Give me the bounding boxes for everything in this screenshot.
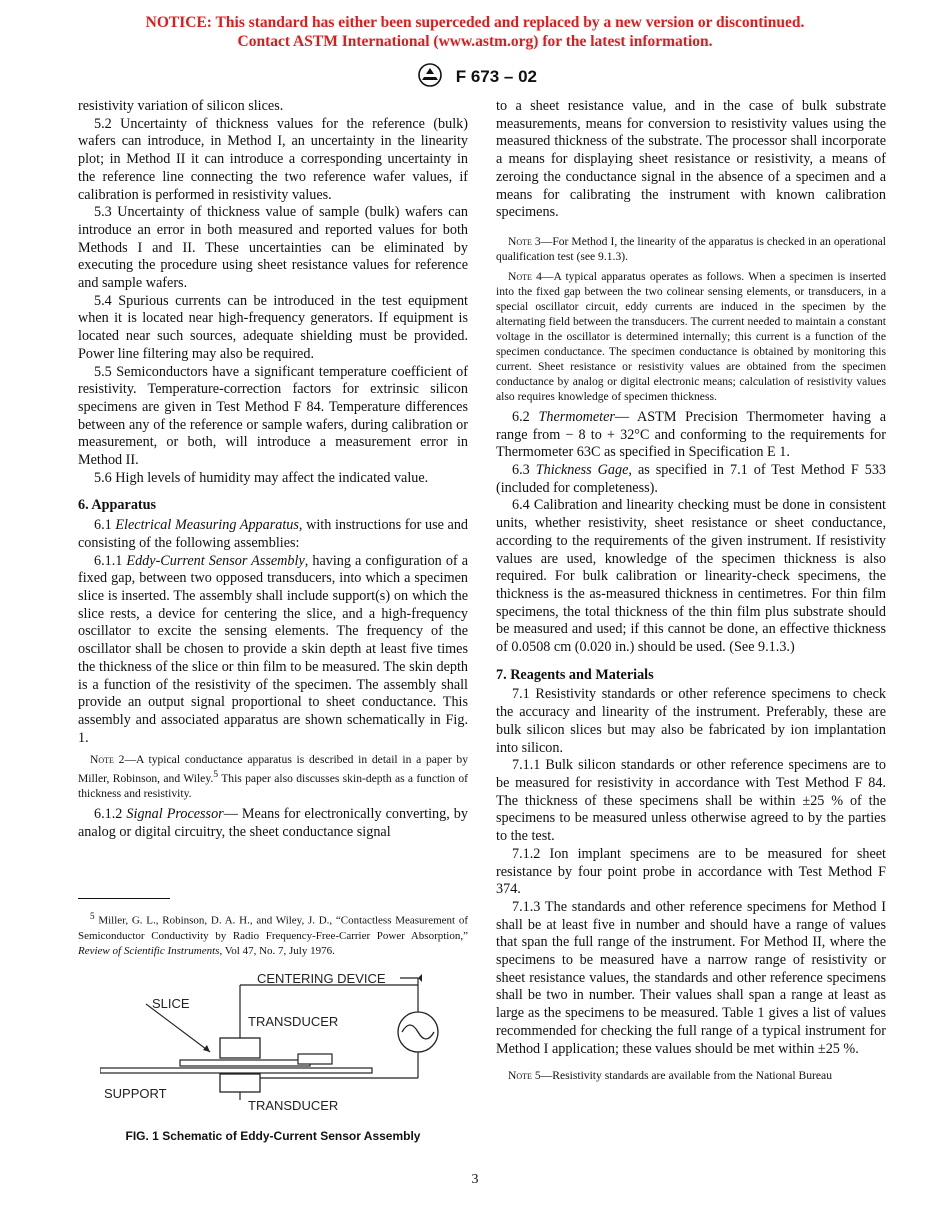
label-transducer-bottom: TRANSDUCER: [248, 1098, 339, 1110]
section-6-3: 6.3 Thickness Gage, as specified in 7.1 of Test Method F 533 (included for completeness).: [496, 462, 887, 496]
label-support: SUPPORT: [104, 1086, 167, 1101]
notice-line-2: Contact ASTM International (www.astm.org) for the latest information.: [237, 33, 713, 50]
section-6-1: 6.1 Electrical Measuring Apparatus, with instructions for use and consisting of the following assemblies:: [78, 517, 469, 551]
section-6-1-2: 6.1.2 Signal Processor— Means for electronically converting, by analog or digital circuitry, the sheet conductance signal: [78, 806, 468, 840]
figure-caption: FIG. 1 Schematic of Eddy-Current Sensor Assembly: [125, 1129, 421, 1143]
section-5-4: 5.4 Spurious currents can be introduced in the test equipment when it is located near high-frequency generators. If equipment is located near such sources, adequate shielding must be provided. Power line filtering may also be required.: [78, 292, 468, 362]
heading-reagents: 7. Reagents and Materials: [496, 666, 654, 683]
section-6-1-1: 6.1.1 Eddy-Current Sensor Assembly, having a configuration of a fixed gap, between two opposed transducers, into which a specimen slice is inserted. The assembly shall include support(s) on which the slice rests, a device for centering the slice, and a high-frequency oscillator to excite the sensing elements. The frequency of the oscillator shall be chosen to provide a skin depth at least five times the thickness of the slice or thin film to be measured. The skin depth is a function of the resistivity of the specimen. The assembly shall provide an output signal proportional to sheet conductance. This assembly and associated apparatus are shown schematically in Fig. 1.: [78, 552, 468, 746]
section-5-3: 5.3 Uncertainty of thickness value of sample (bulk) wafers can introduce an error in both measured and reported values for both Methods I and II. These uncertainties can be eliminated by executing the procedure using sheet resistance values for reference and sample wafers.: [78, 204, 468, 292]
heading-apparatus: 6. Apparatus: [78, 497, 157, 514]
page-header: [0, 62, 950, 93]
section-5-2: 5.2 Uncertainty of thickness values for the reference (bulk) wafers can introduce, in Method I, an uncertainty in the linearity plot; in Method II it can introduce a corresponding uncertainty in the reference line connecting the two reference wafer values, if calibration is performed in resistivity values.: [78, 115, 468, 203]
footnote-rule: [78, 898, 170, 899]
note-4: Note 4—A typical apparatus operates as follows. When a specimen is inserted into the fixed gap between the two colinear sensing elements, or transducers, in a special oscillator circuit, eddy currents are induced in the specimen by the alternating field between the transducers. The current needed to maintain a constant voltage in the oscillator is determined internally; this current is a function of the specimen conductance. The specimen conductance is obtained by monitoring this current. Sheet resistance or resistivity values are obtained from the specimen conductance by analog or digital electronic means; calculation of resistivity values also requires knowledge of specimen thickness.: [496, 269, 886, 403]
section-7-1-3: 7.1.3 The standards and other reference specimens for Method I shall be at least five in number and should have a range of values that span the full range of the instrument. For Method II, where the specimens to be measured have a narrow range of resistivity or sheet resistance values, the standards and other reference specimens shall be two in number. Their values shall span a range at least as large as the specimens to be measured. Table 1 gives a list of values recommended for checking the full range of a typical instrument for Method I application; these values should be met within ±25 %.: [496, 898, 886, 1057]
label-centering-device: CENTERING DEVICE: [257, 971, 386, 986]
note-2: Note 2—A typical conductance apparatus is described in detail in a paper by Miller, Robinson, and Wiley.$^5$ This paper also discusses skin-depth as a function of thickness and resistivity.: [78, 753, 469, 801]
right-column: [496, 98, 886, 1088]
designation: F 673 – 02: [455, 66, 537, 86]
note-3: Note 3—For Method I, the linearity of the apparatus is checked in an operational qualification test (see 9.1.3).: [496, 234, 886, 263]
section-5-5: 5.5 Semiconductors have a significant temperature coefficient of resistivity. Temperature-correction factors for extrinsic silicon specimens are given in Test Method F 84. Temperature differences between any of the reference or sample wafers, during calibration or measurement, or both, will introduce a measurement error in Method II.: [78, 363, 468, 469]
footnote-5: $^5$ Miller, G. L., Robinson, D. A. H., and Wiley, J. D., “Contactless Measurement of Semiconductor Conductivity by Radio Frequency-Free-Carrier Power Absorption,” Review of Scientific Instruments, Vol 47, No. 7, July 1976.: [78, 910, 468, 958]
section-7-1: 7.1 Resistivity standards or other reference specimens to check the accuracy and linearity of the instrument. Preferably, these are bulk silicon slices but may also be fabricated by ion implantation into silicon.: [496, 686, 886, 756]
section-7-1-1: 7.1.1 Bulk silicon standards or other reference specimens are to be measured for resistivity in accordance with Test Method F 84. The thickness of these specimens shall be within ±25 % of the specimens to be measured unless otherwise agreed to by the parties to the test.: [496, 757, 886, 845]
figure-1-schematic: [100, 960, 460, 1110]
paragraph: to a sheet resistance value, and in the case of bulk substrate measurements, means for conversion to resistivity values using the measured thickness of the substrate. The processor shall incorporate a means for displaying sheet resistance or resistivity, a means of zeroing the conductance signal in the absence of a specimen and a means for calibrating the instrument with known calibration specimens.: [496, 98, 886, 221]
section-6-2: 6.2 Thermometer— ASTM Precision Thermometer having a range from − 8 to + 32°C and conforming to the requirements for Thermometer 63C as specified in Specification E 1.: [496, 408, 887, 461]
section-7-1-2: 7.1.2 Ion implant specimens are to be measured for sheet resistance by four point probe in accordance with Test Method F 374.: [496, 845, 886, 898]
section-5-6: 5.6 High levels of humidity may affect the indicated value.: [94, 469, 429, 486]
note-5: Note 5—Resistivity standards are available from the National Bureau: [508, 1069, 832, 1083]
astm-logo-icon: [413, 62, 447, 93]
paragraph: resistivity variation of silicon slices.: [78, 98, 284, 114]
label-transducer-top: TRANSDUCER: [248, 1014, 339, 1029]
label-slice: SLICE: [152, 996, 190, 1011]
section-6-4: 6.4 Calibration and linearity checking must be done in consistent units, whether resistivity, sheet resistance or sheet conductance, according to the requirements of the given instrument. If resistivity values are used, knowledge of the specimen thickness is also required. For bulk calibration or linearity-check specimens, the thickness is the as-measured thickness in centimetres. For thin film specimens, the total thickness of the thin film plus substrate should be measured and used; if this cannot be done, an effective thickness of 0.0508 cm (0.020 in.) should be used. (See 9.1.3.): [496, 497, 886, 656]
notice-line-1: NOTICE: This standard has either been superceded and replaced by a new version or discontinued.: [145, 14, 805, 31]
left-column: [78, 98, 468, 960]
page-number: 3: [471, 1172, 479, 1187]
